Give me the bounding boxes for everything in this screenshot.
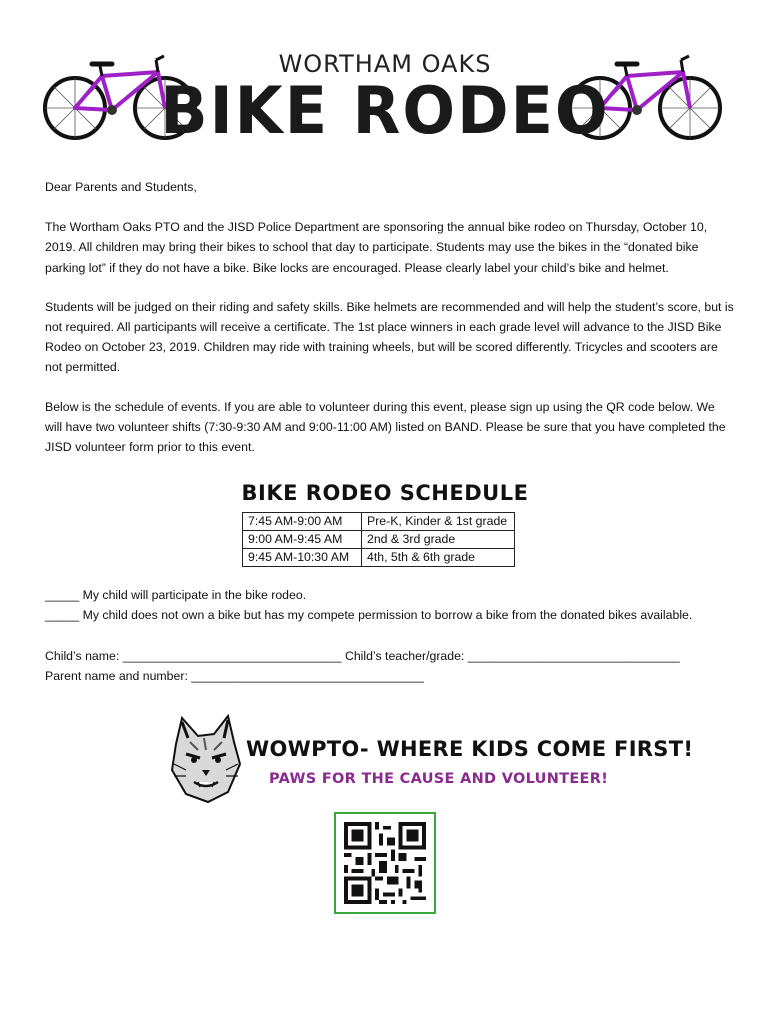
schedule-table	[242, 512, 515, 567]
schedule-time: 9:00 AM-9:45 AM	[243, 531, 362, 549]
permission-checks	[45, 585, 735, 625]
schedule-time: 9:45 AM-10:30 AM	[243, 549, 362, 567]
table-row	[243, 513, 515, 531]
check-borrow-bike[interactable]: _____ My child does not own a bike but has my compete permission to borrow a bike from the donated bikes available.	[45, 608, 693, 622]
schedule-grades: 4th, 5th & 6th grade	[362, 549, 515, 567]
table-row	[243, 531, 515, 549]
paragraph-2: Students will be judged on their riding and safety skills. Bike helmets are recommended and will help the student’s score, but is not required. All participants will receive a certificate. The 1st place winners in each grade level will advance to the JISD Bike Rodeo on October 23, 2019. Children may ride with training wheels, but will be scored differently. Tricycles and scooters are not permitted.	[45, 299, 734, 375]
schedule-title: BIKE RODEO SCHEDULE	[241, 481, 529, 505]
paragraph-3: Below is the schedule of events. If you are able to volunteer during this event, please sign up using the QR code below. We will have two volunteer shifts (7:30-9:30 AM and 9:00-11:00 AM) listed on BAND. Please be sure that you have completed the JISD volunteer form prior to this event.	[45, 399, 726, 455]
schedule-time: 7:45 AM-9:00 AM	[243, 513, 362, 531]
qr-code-icon	[336, 814, 434, 912]
letter-body	[45, 177, 735, 457]
tagline: PAWS FOR THE CAUSE AND VOLUNTEER!	[269, 771, 609, 787]
qr-code[interactable]	[334, 812, 436, 914]
paragraph-1: The Wortham Oaks PTO and the JISD Police Department are sponsoring the annual bike rodeo on Thursday, October 10, 2019. All children may bring their bikes to school that day to participate. Students may use the bikes in the “donated bike parking lot” if they do not have a bike. Bike locks are encouraged. Please clearly label your child’s bike and helmet.	[45, 220, 708, 275]
event-title: BIKE RODEO	[160, 72, 610, 149]
bobcat-mascot-icon	[168, 714, 244, 804]
greeting: Dear Parents and Students,	[45, 180, 197, 194]
check-participate[interactable]: _____ My child will participate in the bike rodeo.	[45, 588, 307, 602]
school-name: WORTHAM OAKS	[278, 50, 492, 78]
table-row	[243, 549, 515, 567]
child-name-field[interactable]: Child’s name: ________________________________ Child’s teacher/grade: _______________________________	[45, 649, 680, 663]
signup-fields	[45, 646, 735, 686]
schedule-grades: Pre-K, Kinder & 1st grade	[362, 513, 515, 531]
parent-name-field[interactable]: Parent name and number: __________________________________	[45, 669, 424, 683]
slogan: WOWPTO- WHERE KIDS COME FIRST!	[246, 737, 694, 761]
schedule-grades: 2nd & 3rd grade	[362, 531, 515, 549]
